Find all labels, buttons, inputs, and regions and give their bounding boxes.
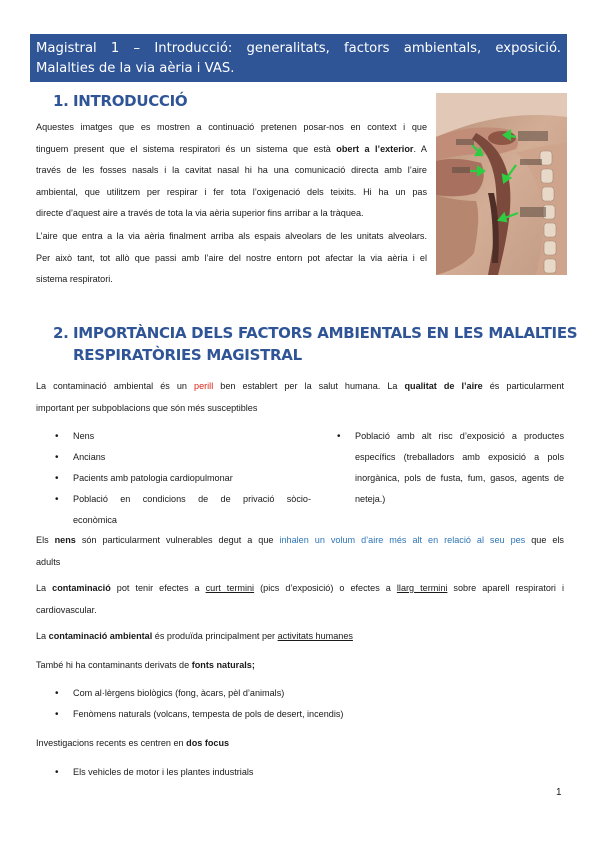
section-2-heading-cont: [73, 346, 302, 364]
page-number: 1: [556, 787, 562, 798]
text-line: adults: [36, 556, 61, 567]
underlined-text: llarg termini: [396, 583, 448, 593]
list-item: • Població amb alt risc d’exposició a productes específics (treballadors amb exposició a pols inorgànica, pols de fusta, fum, gasos, agents de neteja.): [318, 426, 564, 510]
list-item: • Pacients amb patologia cardiopulmonar: [36, 468, 311, 489]
text-line: Els nens són particularment vulnerables degut a que inhalen un volum d’aire més alt en relació al seu pes que els: [36, 535, 564, 545]
children-paragraph: [36, 530, 564, 573]
natural-sources-paragraph: També hi ha contaminants derivats de fonts naturals;: [36, 660, 255, 670]
text-line: important per subpoblacions que són més susceptibles: [36, 402, 258, 413]
text-line: Aquestes imatges que es mostren a continuació pretenen posar-nos en context i que: [36, 122, 427, 132]
title-line-1: Magistral 1 – Introducció: generalitats, factors ambientals, exposició.: [36, 41, 561, 56]
section-2-number: 2.: [53, 324, 69, 342]
section-1-heading: [53, 92, 187, 110]
air-quality-paragraph: [36, 376, 564, 419]
anatomy-photo: [436, 93, 567, 275]
susceptible-groups-list-right: [318, 426, 564, 510]
text-line: ambiental, que utilitzem per respirar i fer tota l’oxigenació dels teixits. Hi ha un pas: [36, 186, 427, 197]
list-item: • Fenòmens naturals (volcans, tempesta de pols de desert, incendis): [36, 704, 564, 725]
natural-sources-list: [36, 683, 564, 725]
research-paragraph: Investigacions recents es centren en dos focus: [36, 738, 230, 748]
focus-list: [36, 762, 564, 783]
emphasis-text: nens: [54, 535, 76, 545]
list-item: • Ancians: [36, 447, 311, 468]
emphasis-text: obert a l’exterior: [336, 143, 414, 154]
intro-paragraph-2: [36, 226, 427, 291]
sagittal-section-image: [436, 93, 567, 275]
title-banner: [30, 34, 567, 82]
underlined-text: curt termini: [205, 583, 255, 593]
human-activity-paragraph: La contaminació ambiental és produïda principalment per activitats humanes: [36, 631, 353, 641]
highlight-text: inhalen un volum d’aire més alt en relació al seu pes: [279, 535, 526, 545]
section-2-title-line-1: IMPORTÀNCIA DELS FACTORS AMBIENTALS EN LES MALALTIES: [73, 324, 578, 342]
text-line: sistema respiratori.: [36, 274, 113, 284]
list-item: • Població en condicions de de privació sòcio- econòmica: [36, 489, 311, 531]
text-line: cardiovascular.: [36, 604, 97, 615]
title-line-2: Malalties de la via aèria i VAS.: [36, 61, 235, 76]
section-1-number: 1.: [53, 92, 69, 110]
section-2-heading: [53, 324, 577, 342]
text-line: L’aire que entra a la via aèria finalment arriba als espais alveolars de les unitats alveolars.: [36, 231, 427, 241]
emphasis-text: qualitat de l’aire: [404, 381, 483, 391]
list-item: • Nens: [36, 426, 311, 447]
text-line: directe d’aquest aire a través de tota la via aèria superior fins arribar a la tràquea.: [36, 208, 364, 218]
text-line: Per això tant, tot allò que passi amb l’aire del nostre entorn pot afectar la via aèria i el: [36, 252, 427, 263]
underlined-text: activitats humanes: [277, 631, 353, 641]
intro-paragraph-1: [36, 117, 427, 225]
section-1-title: INTRODUCCIÓ: [73, 92, 188, 110]
list-item: • Com al·lèrgens biològics (fong, àcars, pèl d’animals): [36, 683, 564, 704]
text-line: La contaminació ambiental és un perill ben establert per la salut humana. La qualitat de l’aire és particularment: [36, 381, 565, 391]
text-line: través de les fosses nasals i la cavitat nasal hi ha una comunicació directa amb l’aire: [36, 165, 427, 175]
section-2-title-line-2: RESPIRATÒRIES MAGISTRAL: [73, 346, 302, 364]
susceptible-groups-list-left: [36, 426, 311, 531]
text-line: tinguem present que el sistema respiratori és un sistema que està obert a l’exterior. A: [36, 143, 427, 154]
danger-word: perill: [194, 381, 214, 391]
text-line: La contaminació pot tenir efectes a curt termini (pics d’exposició) o efectes a llarg termini sobre aparell respiratori i: [36, 583, 565, 593]
effects-paragraph: [36, 578, 564, 621]
list-item: • Els vehicles de motor i les plantes industrials: [36, 762, 564, 783]
